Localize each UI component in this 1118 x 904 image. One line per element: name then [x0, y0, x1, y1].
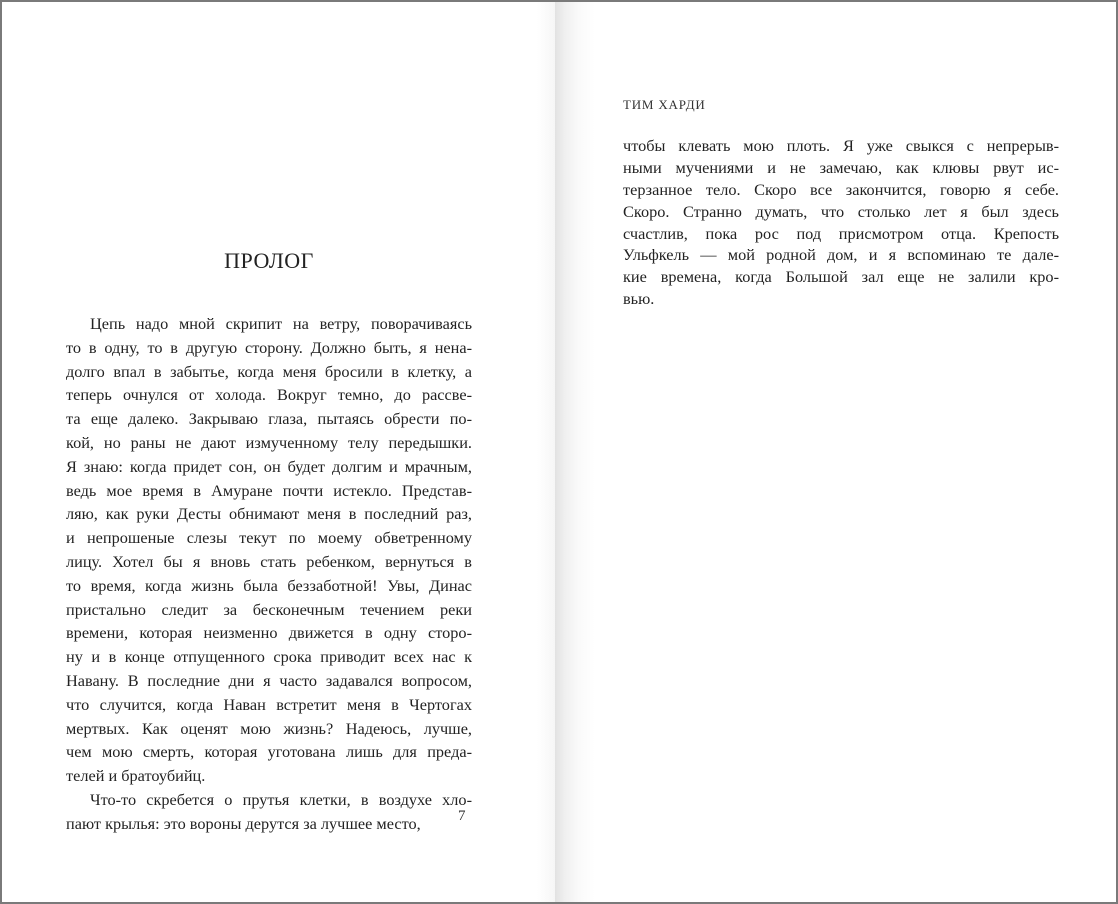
text-line: лицу. Хотел бы я вновь стать ребенком, вернуться в: [66, 551, 472, 571]
text-line: Навану. В последние дни я часто задавался вопросом,: [66, 670, 472, 690]
text-line: Цепь надо мной скрипит на ветру, поворачиваясь: [90, 314, 472, 333]
left-page-text: [66, 312, 472, 836]
text-line: телей и братоубийц.: [66, 766, 206, 786]
text-line: Я знаю: когда придет сон, он будет долгим и мрачным,: [66, 456, 472, 476]
text-line: Скоро. Странно думать, что столько лет я был здесь: [623, 201, 1059, 221]
text-line: Что-то скребется о прутья клетки, в воздухе хло-: [90, 789, 472, 809]
text-line: ведь мое время в Амуране почти истекло. Представ-: [66, 480, 472, 500]
text-line: мертвых. Как оценят мою жизнь? Надеюсь, лучше,: [66, 718, 472, 738]
text-line: времени, которая неизменно движется в одну сторо-: [66, 623, 472, 643]
page-number: 7: [458, 808, 466, 824]
text-line: вью.: [623, 289, 655, 309]
text-line: пают крылья: это вороны дерутся за лучшее место,: [66, 813, 421, 833]
text-line: и непрошеные слезы текут по моему обветренному: [66, 528, 472, 548]
text-line: счастлив, пока рос под присмотром отца. Крепость: [623, 223, 1059, 243]
text-line: терзанное тело. Скоро все закончится, говорю я себе.: [623, 179, 1059, 199]
text-line: чем мою смерть, которая уготована лишь для преда-: [66, 742, 472, 762]
spine-shadow-left: [537, 2, 555, 902]
text-line: кие времена, когда Большой зал еще не залили кро-: [623, 267, 1059, 287]
text-line: чтобы клевать мою плоть. Я уже свыкся с непрерыв-: [623, 136, 1059, 155]
spine-shadow-right: [555, 2, 595, 902]
text-line: кой, но раны не дают измученному телу передышки.: [66, 432, 472, 452]
text-line: Ульфкель — мой родной дом, и я вспоминаю те дале-: [623, 245, 1059, 265]
chapter-title: ПРОЛОГ: [224, 248, 314, 273]
text-line: долго впал в забытье, когда меня бросили в клетку, а: [66, 361, 472, 381]
text-line: что случится, когда Наван встретит меня в Чертогах: [66, 694, 472, 714]
text-line: ными мучениями и не замечаю, как клювы рвут ис-: [623, 157, 1059, 177]
text-line: то время, когда жизнь была беззаботной! Увы, Динас: [66, 575, 472, 595]
text-line: теперь очнулся от холода. Вокруг темно, до рассве-: [66, 385, 472, 405]
text-line: ну и в конце отпущенного срока приводит всех нас к: [66, 647, 472, 667]
text-line: то в одну, то в другую сторону. Должно быть, я нена-: [66, 337, 472, 357]
right-page-text: [623, 135, 1059, 310]
text-line: пристально следит за бесконечным течением реки: [66, 599, 472, 619]
text-line: ляю, как руки Десты обнимают меня в последний раз,: [66, 504, 472, 524]
running-head: ТИМ ХАРДИ: [623, 97, 706, 112]
text-line: та еще далеко. Закрываю глаза, пытаясь обрести по-: [66, 409, 472, 429]
